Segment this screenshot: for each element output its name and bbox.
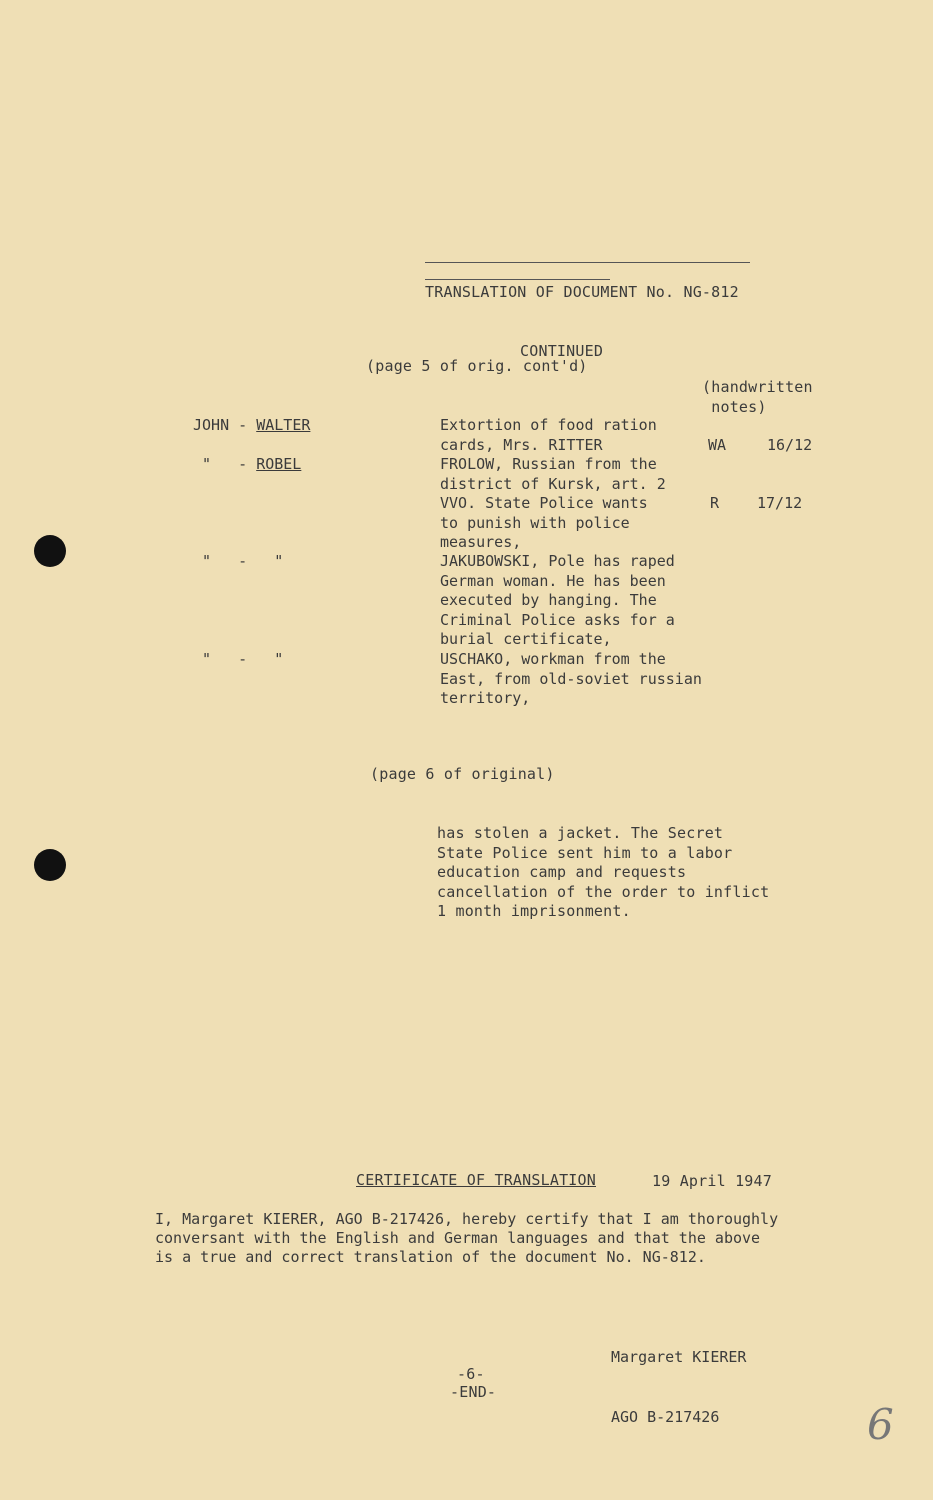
row-3-name-sep: -: [238, 552, 248, 570]
certificate-title: CERTIFICATE OF TRANSLATION: [356, 1171, 596, 1189]
row-1-note-code: WA: [708, 436, 727, 454]
row-3-name: [202, 552, 283, 572]
page5-heading: (page 5 of orig. cont'd): [366, 357, 588, 375]
row-2-name: [202, 455, 301, 475]
signature-name: Margaret KIERER: [611, 1348, 747, 1366]
certificate-body: I, Margaret KIERER, AGO B-217426, hereby certify that I am thoroughly conversant with the English and German languages and that the above is a true and correct translation of the document No. NG-812.: [155, 1210, 779, 1266]
end-marker: -END-: [450, 1383, 497, 1401]
page6-text: has stolen a jacket. The Secret State Police sent him to a labor education camp and requests cancellation of the order to inflict 1 month imprisonment.: [437, 824, 770, 920]
punch-hole-top: [34, 535, 66, 567]
row-2-note-date: 17/12: [757, 494, 803, 512]
signature-id: AGO B-217426: [611, 1408, 720, 1426]
row-4-name: [202, 650, 283, 670]
row-3-name-prefix: ": [202, 552, 212, 570]
handwritten-page-number: 6: [867, 1400, 894, 1449]
row-3-name-main: ": [274, 552, 284, 570]
document-title: [425, 244, 739, 400]
row-4-name-main: ": [274, 650, 284, 668]
row-4-text: USCHAKO, workman from the East, from old-soviet russian territory,: [440, 650, 702, 707]
notes-heading: (handwritten notes): [702, 378, 813, 416]
row-1-text: Extortion of food ration cards, Mrs. RITTER: [440, 416, 657, 454]
page-number: -6-: [457, 1365, 485, 1383]
row-2-note-code: R: [710, 494, 720, 512]
row-4-name-prefix: ": [202, 650, 212, 668]
row-2-text: FROLOW, Russian from the district of Kursk, art. 2 VVO. State Police wants to punish with police measures,: [440, 455, 666, 551]
row-1-name-main: WALTER: [256, 416, 311, 434]
punch-hole-bottom: [34, 849, 66, 881]
row-2-name-prefix: ": [202, 455, 212, 473]
title-line-2: CONTINUED: [520, 341, 604, 360]
row-1-name-sep: -: [238, 416, 248, 434]
row-4-name-sep: -: [238, 650, 248, 668]
row-2-name-main: ROBEL: [256, 455, 302, 473]
title-underline-1: [425, 262, 750, 263]
title-underline-2: [425, 279, 610, 280]
title-line-1: TRANSLATION OF DOCUMENT No. NG-812: [425, 283, 739, 301]
row-1-note-date: 16/12: [767, 436, 813, 454]
row-3-text: JAKUBOWSKI, Pole has raped German woman. He has been executed by hanging. The Criminal Police asks for a burial certificate,: [440, 552, 675, 648]
certificate-date: 19 April 1947: [652, 1172, 772, 1190]
row-1-name-prefix: JOHN: [193, 416, 230, 434]
signature-block: [611, 1307, 746, 1467]
page6-heading: (page 6 of original): [370, 765, 555, 783]
row-1-name: [193, 416, 310, 436]
row-2-name-sep: -: [238, 455, 248, 473]
